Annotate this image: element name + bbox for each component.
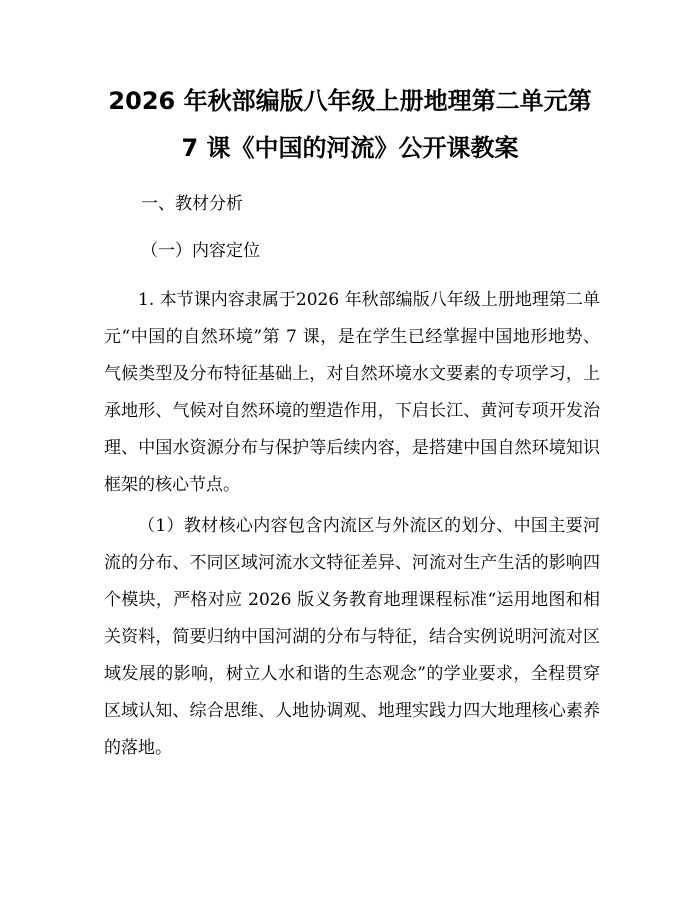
body-paragraph: 1. 本节课内容隶属于2026 年秋部编版八年级上册地理第二单元“中国的自然环境”第 7 课，是在学生已经掌握中国地形地势、气候类型及分布特征基础上，对自然环境水文要素的专项学习，上承地形、气候对自然环境的塑造作用，下启长江、黄河专项开发治理、中国水资源分布与保护等后续内容，是搭建中国自然环境知识框架的核心节点。 — [104, 290, 600, 495]
subsection-heading: （一）内容定位 — [141, 241, 260, 261]
document-title-line-2: 7 课《中国的河流》公开课教案 — [181, 134, 519, 162]
document-title-line-1: 2026 年秋部编版八年级上册地理第二单元第 — [108, 87, 592, 115]
section-heading: 一、教材分析 — [141, 194, 243, 214]
body-paragraph: （1）教材核心内容包含内流区与外流区的划分、中国主要河流的分布、不同区域河流水文特征差异、河流对生产生活的影响四个模块，严格对应 2026 版义务教育地理课程标准“运用地图和相关资料，简要归纳中国河湖的分布与特征，结合实例说明河流对区域发展的影响，树立人水和谐的生态观念”的学业要求，全程贯穿区域认知、综合思维、人地协调观、地理实践力四大地理核心素养的落地。 — [104, 516, 600, 758]
